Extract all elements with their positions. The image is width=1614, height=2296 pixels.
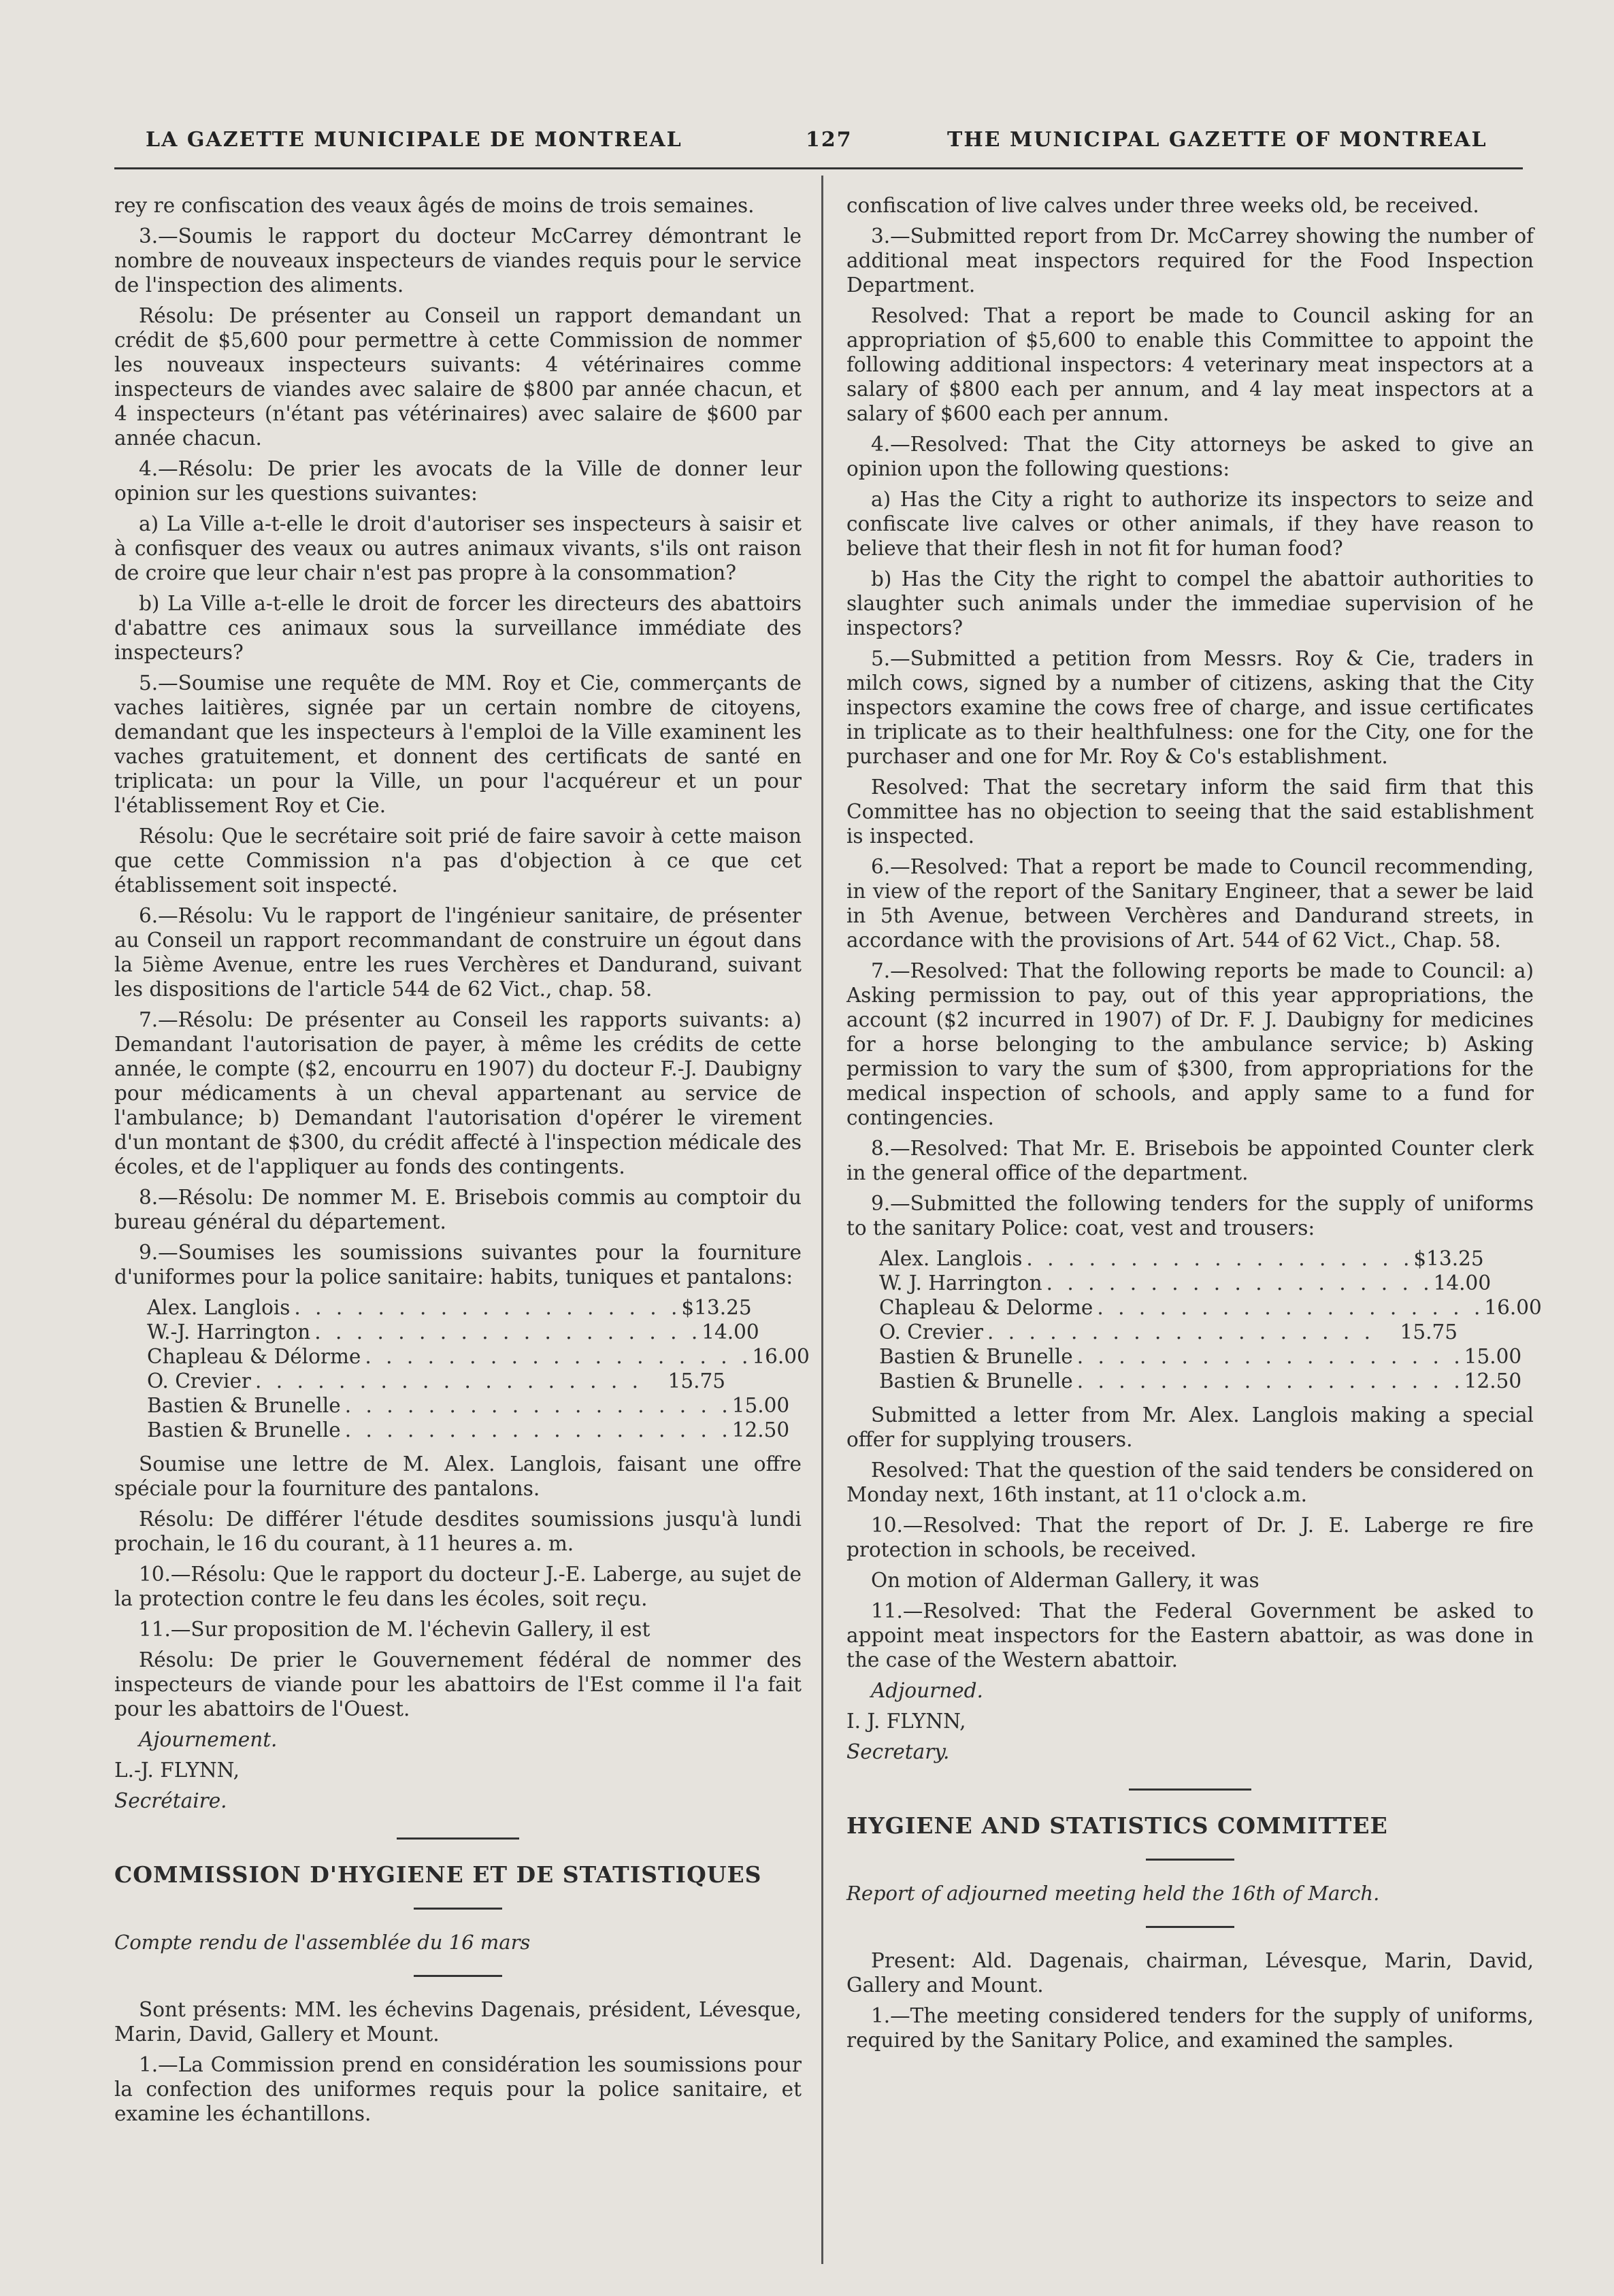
page-number: 127 — [806, 128, 853, 152]
section-subtitle: Report of adjourned meeting held the 16th of March. — [846, 1882, 1380, 1905]
paragraph: Résolu: De différer l'étude desdites soumissions jusqu'à lundi prochain, le 16 du courant, à 11 heures a. m. — [114, 1508, 802, 1555]
signature-title: Secrétaire. — [114, 1789, 227, 1812]
paragraph: 8.—Resolved: That Mr. E. Brisebois be appointed Counter clerk in the general office of the department. — [846, 1137, 1534, 1184]
tender-name: Bastien & Brunelle — [147, 1394, 341, 1417]
subtitle-separator — [414, 1908, 502, 1910]
tender-amount: 15.00 — [731, 1394, 790, 1417]
paragraph: Sont présents: MM. les échevins Dagenais, président, Lévesque, Marin, David, Gallery et Mount. — [114, 1998, 802, 2046]
section-subtitle: Compte rendu de l'assemblée du 16 mars — [114, 1931, 531, 1954]
tender-row: Chapleau & Delorme . . . . . . . . . . . . . . . . . . . 16.00 — [879, 1296, 1542, 1319]
tender-name: O. Crevier — [147, 1369, 252, 1393]
paragraph: 9.—Submitted the following tenders for the supply of uniforms to the sanitary Police: coat, vest and trousers: — [846, 1192, 1534, 1239]
paragraph: a) Has the City a right to authorize its inspectors to seize and confiscate live calves or other animals, if they have reason to believe that their flesh in not fit for human food? — [846, 488, 1534, 560]
paragraph: Resolved: That a report be made to Council asking for an appropriation of $5,600 to enable this Committee to appoint the following additional inspectors: 4 veterinary meat inspectors at a salary of $800 each per annum, and 4 lay meat inspectors at a salary of $600 each per annum. — [846, 304, 1534, 425]
paragraph: 3.—Submitted report from Dr. McCarrey showing the number of additional meat inspectors required for the Food Inspection Department. — [846, 224, 1534, 297]
section-title: HYGIENE AND STATISTICS COMMITTEE — [846, 1812, 1388, 1839]
tender-row: Bastien & Brunelle . . . . . . . . . . . . . . . . . . . 12.50 — [147, 1418, 790, 1442]
signature-name: L.-J. FLYNN, — [114, 1759, 240, 1782]
paragraph: 8.—Résolu: De nommer M. E. Brisebois commis au comptoir du bureau général du département. — [114, 1186, 802, 1233]
tender-amount: $13.25 — [681, 1296, 752, 1319]
tender-row: Chapleau & Délorme . . . . . . . . . . . . . . . . . . . 16.00 — [147, 1345, 810, 1368]
tender-amount: 14.00 — [1433, 1271, 1492, 1295]
paragraph: b) Has the City the right to compel the abattoir authorities to slaughter such animals under the immediae supervision of he inspectors? — [846, 567, 1534, 639]
running-header — [0, 128, 1614, 169]
paragraph: 7.—Résolu: De présenter au Conseil les rapports suivants: a) Demandant l'autorisation de payer, à même les crédits de cette année, le compte ($2, encourru en 1907) du docteur F.-J. Daubigny pour médicaments à un cheval appartenant au service de l'ambulance; b) Demandant l'autorisation d'opérer le virement d'un montant de $300, du crédit affecté à l'inspection médicale des écoles, et de l'appliquer au fonds des contingents. — [114, 1008, 802, 1178]
paragraph: Resolved: That the question of the said tenders be considered on Monday next, 16th instant, at 11 o'clock a.m. — [846, 1459, 1534, 1506]
tender-name: Bastien & Brunelle — [879, 1345, 1073, 1368]
tender-amount: 16.00 — [752, 1345, 810, 1368]
tender-name: W. J. Harrington — [879, 1271, 1042, 1295]
adjournment: Ajournement. — [139, 1728, 278, 1751]
header-rule — [114, 167, 1523, 169]
section-separator — [397, 1837, 519, 1840]
section-title: COMMISSION D'HYGIENE ET DE STATISTIQUES — [114, 1861, 762, 1888]
paragraph: 4.—Résolu: De prier les avocats de la Ville de donner leur opinion sur les questions suivantes: — [114, 457, 802, 505]
paragraph: 6.—Resolved: That a report be made to Council recommending, in view of the report of the Sanitary Engineer, that a sewer be laid in 5th Avenue, between Verchères and Dandurand streets, in accordance with the provisions of Art. 544 of 62 Vict., Chap. 58. — [846, 855, 1534, 952]
tender-amount: $13.25 — [1413, 1247, 1484, 1270]
paragraph: 1.—La Commission prend en considération les soumissions pour la confection des uniformes requis pour la police sanitaire, et examine les échantillons. — [114, 2053, 802, 2125]
header-english-title: THE MUNICIPAL GAZETTE OF MONTREAL — [947, 128, 1487, 152]
tender-amount: 16.00 — [1484, 1296, 1542, 1319]
tender-amount: 12.50 — [1464, 1369, 1522, 1393]
tender-name: O. Crevier — [879, 1320, 984, 1344]
tenders-table-fr — [147, 1295, 810, 1442]
paragraph: Résolu: De présenter au Conseil un rapport demandant un crédit de $5,600 pour permettre à cette Commission de nommer les nouveaux inspecteurs suivants: 4 vétérinaires comme inspecteurs de viandes avec salaire de $800 par année chacun, et 4 inspecteurs (n'étant pas vétérinaires) avec salaire de $600 par année chacun. — [114, 304, 802, 450]
paragraph: 9.—Soumises les soumissions suivantes pour la fourniture d'uniformes pour la police sanitaire: habits, tuniques et pantalons: — [114, 1241, 802, 1288]
paragraph: 6.—Résolu: Vu le rapport de l'ingénieur sanitaire, de présenter au Conseil un rapport recommandant de construire un égout dans la 5ième Avenue, entre les rues Verchères et Dandurand, suivant les dispositions de l'article 544 de 62 Vict., chap. 58. — [114, 904, 802, 1001]
paragraph: 5.—Submitted a petition from Messrs. Roy & Cie, traders in milch cows, signed by a number of citizens, asking that the City inspectors examine the cows free of charge, and issue certificates in triplicate as to their healthfulness: one for the City, one for the purchaser and one for Mr. Roy & Co's establishment. — [846, 647, 1534, 768]
tender-amount: 12.50 — [731, 1418, 790, 1442]
tender-row: W. J. Harrington . . . . . . . . . . . . . . . . . . . 14.00 — [879, 1271, 1492, 1295]
paragraph: Resolved: That the secretary inform the said firm that this Committee has no objection to seeing that the said establishment is inspected. — [846, 776, 1534, 848]
tender-name: Chapleau & Delorme — [879, 1296, 1093, 1319]
signature-name: I. J. FLYNN, — [846, 1710, 966, 1733]
paragraph: 5.—Soumise une requête de MM. Roy et Cie, commerçants de vaches laitières, signée par un certain nombre de citoyens, demandant que les inspecteurs à l'emploi de la Ville examinent les vaches gratuitement, et donnent des certificats de santé en triplicata: un pour la Ville, un pour l'acquéreur et un pour l'établissement Roy et Cie. — [114, 671, 802, 817]
paragraph: 3.—Soumis le rapport du docteur McCarrey démontrant le nombre de nouveaux inspecteurs de viandes requis pour le service de l'inspection des aliments. — [114, 224, 802, 297]
tender-amount: 15.75 — [668, 1369, 725, 1393]
tender-name: W.-J. Harrington — [147, 1320, 311, 1344]
paragraph: 11.—Sur proposition de M. l'échevin Gallery, il est — [139, 1618, 650, 1641]
header-french-title: LA GAZETTE MUNICIPALE DE MONTREAL — [146, 128, 682, 152]
paragraph: Résolu: Que le secrétaire soit prié de faire savoir à cette maison que cette Commission n'a pas d'objection à ce que cet établissement soit inspecté. — [114, 825, 802, 897]
tender-name: Bastien & Brunelle — [147, 1418, 341, 1442]
tender-name: Chapleau & Délorme — [147, 1345, 361, 1368]
tender-name: Alex. Langlois — [147, 1296, 291, 1319]
tender-amount: 15.75 — [1400, 1320, 1457, 1344]
paragraph: Submitted a letter from Mr. Alex. Langlois making a special offer for supplying trousers. — [846, 1403, 1534, 1451]
adjournment: Adjourned. — [871, 1679, 983, 1702]
paragraph: Résolu: De prier le Gouvernement fédéral de nommer des inspecteurs de viande pour les abattoirs de l'Est comme il l'a fait pour les abattoirs de l'Ouest. — [114, 1648, 802, 1720]
paragraph: a) La Ville a-t-elle le droit d'autoriser ses inspecteurs à saisir et à confisquer des veaux ou autres animaux vivants, s'ils ont raison de croire que leur chair n'est pas propre à la consommation? — [114, 512, 802, 584]
tender-row: Alex. Langlois . . . . . . . . . . . . . . . . . . . $13.25 — [879, 1247, 1484, 1270]
paragraph: 11.—Resolved: That the Federal Government be asked to appoint meat inspectors for the Eastern abattoir, as was done in the case of the Western abattoir. — [846, 1599, 1534, 1671]
tender-row: W.-J. Harrington . . . . . . . . . . . . . . . . . . . 14.00 — [147, 1320, 759, 1344]
section-separator — [1129, 1788, 1251, 1791]
tender-row: Bastien & Brunelle . . . . . . . . . . . . . . . . . . . 12.50 — [879, 1369, 1522, 1393]
signature-title: Secretary. — [846, 1740, 950, 1763]
paragraph: rey re confiscation des veaux âgés de moins de trois semaines. — [114, 194, 755, 217]
tender-name: Bastien & Brunelle — [879, 1369, 1073, 1393]
tender-row: Alex. Langlois . . . . . . . . . . . . . . . . . . . $13.25 — [147, 1296, 752, 1319]
column-divider — [821, 176, 823, 2264]
paragraph: confiscation of live calves under three weeks old, be received. — [846, 194, 1479, 217]
tender-row: Bastien & Brunelle . . . . . . . . . . . . . . . . . . . 15.00 — [879, 1345, 1522, 1368]
paragraph: Present: Ald. Dagenais, chairman, Lévesque, Marin, David, Gallery and Mount. — [846, 1949, 1534, 1997]
tender-row: O. Crevier . . . . . . . . . . . . . . . . . . . 15.75 — [879, 1320, 1457, 1344]
paragraph: 7.—Resolved: That the following reports be made to Council: a) Asking permission to pay, out of this year appropriations, the account ($2 incurred in 1907) of Dr. F. J. Daubigny for medicines for a horse belonging to the ambulance service; b) Asking permission to vary the sum of $300, from appropriations for the medical inspection of schools, and apply same to a fund for contingencies. — [846, 959, 1534, 1129]
tender-amount: 15.00 — [1464, 1345, 1522, 1368]
tenders-table-en — [879, 1246, 1542, 1393]
paragraph: 10.—Resolved: That the report of Dr. J. E. Laberge re fire protection in schools, be received. — [846, 1514, 1534, 1561]
paragraph: Soumise une lettre de M. Alex. Langlois, faisant une offre spéciale pour la fourniture des pantalons. — [114, 1452, 802, 1500]
paragraph: 4.—Resolved: That the City attorneys be asked to give an opinion upon the following questions: — [846, 433, 1534, 480]
tender-row: O. Crevier . . . . . . . . . . . . . . . . . . . 15.75 — [147, 1369, 725, 1393]
subtitle-separator — [414, 1975, 502, 1977]
paragraph: On motion of Alderman Gallery, it was — [871, 1569, 1259, 1592]
paragraph: 1.—The meeting considered tenders for the supply of uniforms, required by the Sanitary Police, and examined the samples. — [846, 2004, 1534, 2052]
paragraph: b) La Ville a-t-elle le droit de forcer les directeurs des abattoirs d'abattre ces animaux sous la surveillance immédiate des inspecteurs? — [114, 592, 802, 664]
subtitle-separator — [1146, 1859, 1234, 1861]
french-column — [114, 193, 810, 2132]
tender-row: Bastien & Brunelle . . . . . . . . . . . . . . . . . . . 15.00 — [147, 1394, 790, 1417]
english-column — [846, 193, 1542, 2059]
tender-amount: 14.00 — [702, 1320, 759, 1344]
paragraph: 10.—Résolu: Que le rapport du docteur J.-E. Laberge, au sujet de la protection contre le feu dans les écoles, soit reçu. — [114, 1563, 802, 1610]
tender-name: Alex. Langlois — [879, 1247, 1023, 1270]
subtitle-separator — [1146, 1926, 1234, 1928]
